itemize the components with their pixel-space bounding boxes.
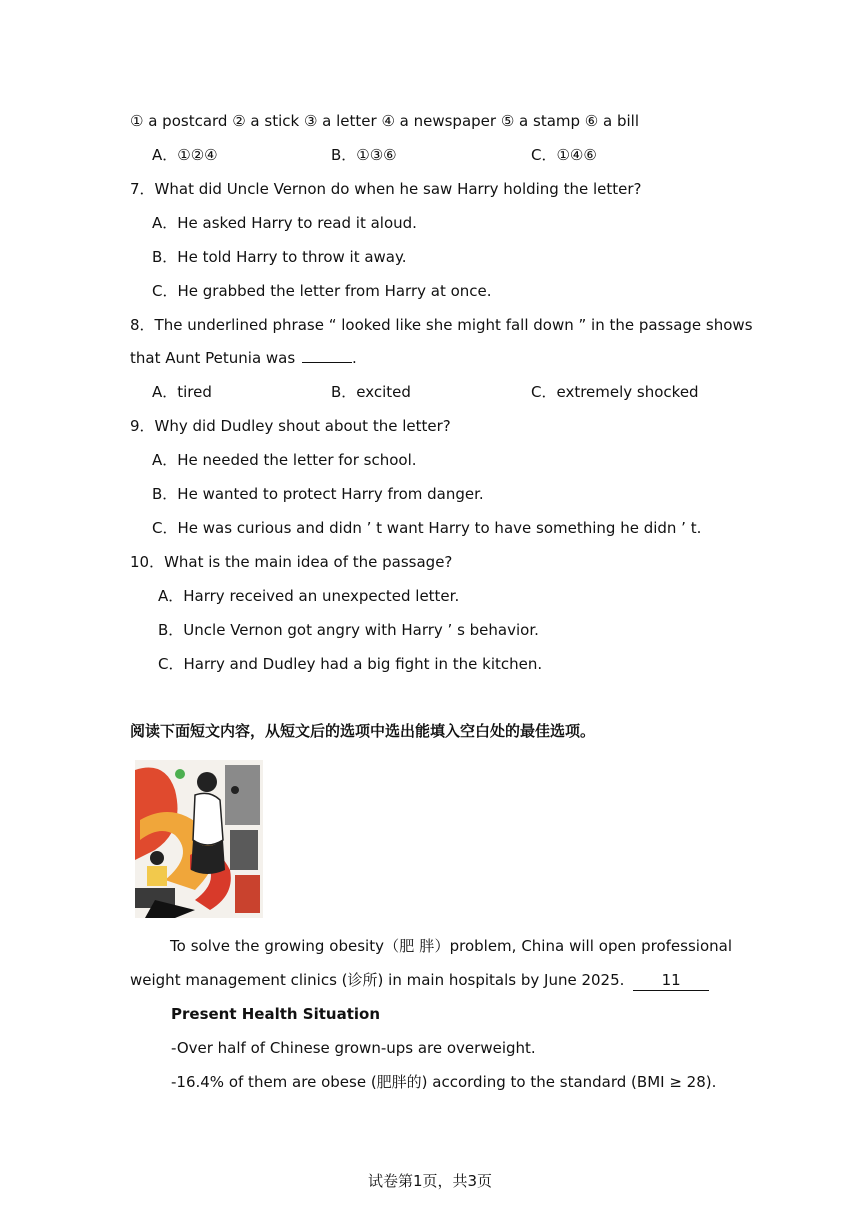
q8-stem-line1: 8．The underlined phrase “ looked like she might fall down ” in the passage shows: [130, 316, 753, 334]
q8-stem-after-blank: .: [351, 349, 357, 367]
q8-stem-line2: [130, 348, 357, 368]
q7-option-a: A．He asked Harry to read it aloud.: [152, 214, 417, 232]
passage-line2: [130, 970, 709, 991]
q10-stem: 10．What is the main idea of the passage?: [130, 553, 453, 571]
q10-option-b: B．Uncle Vernon got angry with Harry ’ s behavior.: [158, 621, 539, 639]
q8-option-c: C．extremely shocked: [531, 383, 699, 401]
q8-option-a: A．tired: [152, 383, 212, 401]
q6-option-c: C．①④⑥: [531, 146, 597, 164]
q9-option-a: A．He needed the letter for school.: [152, 451, 417, 469]
health-bullet-2: -16.4% of them are obese (肥胖的) according to the standard (BMI ≥ 28).: [171, 1073, 717, 1091]
q8-stem-before-blank: that Aunt Petunia was: [130, 349, 296, 367]
q9-stem: 9．Why did Dudley shout about the letter?: [130, 417, 451, 435]
q9-option-c: C．He was curious and didn ’ t want Harry to have something he didn ’ t.: [152, 519, 702, 537]
q10-option-c: C．Harry and Dudley had a big fight in the kitchen.: [158, 655, 543, 673]
q6-option-b: B．①③⑥: [331, 146, 397, 164]
section-instruction: 阅读下面短文内容，从短文后的选项中选出能填入空白处的最佳选项。: [130, 722, 596, 740]
q9-option-b: B．He wanted to protect Harry from danger.: [152, 485, 484, 503]
health-situation-heading: Present Health Situation: [171, 1005, 381, 1023]
q6-option-a: A．①②④: [152, 146, 218, 164]
passage-line1-text: To solve the growing obesity（肥 胖）problem, China will open professional: [170, 937, 732, 955]
q6-items: ① a postcard ② a stick ③ a letter ④ a newspaper ⑤ a stamp ⑥ a bill: [130, 112, 639, 130]
blank-11: 11: [633, 970, 709, 991]
health-bullet-1: -Over half of Chinese grown-ups are overweight.: [171, 1039, 536, 1057]
passage-line2-text: weight management clinics (诊所) in main hospitals by June 2025.: [130, 971, 625, 989]
q7-option-c: C．He grabbed the letter from Harry at once.: [152, 282, 492, 300]
page-footer: 试卷第1页，共3页: [367, 1172, 493, 1190]
passage-line1: [130, 936, 732, 956]
q7-stem: 7．What did Uncle Vernon do when he saw Harry holding the letter?: [130, 180, 642, 198]
q10-option-a: A．Harry received an unexpected letter.: [158, 587, 460, 605]
q7-option-b: B．He told Harry to throw it away.: [152, 248, 407, 266]
q8-answer-blank: [302, 348, 352, 363]
obesity-illustration: [135, 760, 263, 918]
q8-option-b: B．excited: [331, 383, 411, 401]
